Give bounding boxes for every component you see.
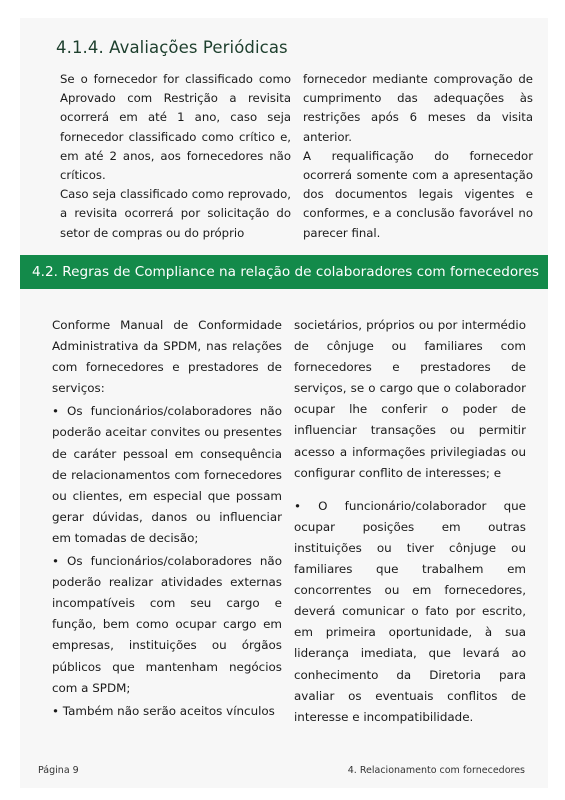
paragraph: societários, próprios ou por intermédio de cônjuge ou familiares com fornecedores e prestadores de serviços, se o cargo que o colaborador ocupar lhe conferir o poder de influenciar transações ou permitir acesso a informações privilegiadas ou configurar conflito de interesses; e	[294, 318, 526, 480]
paragraph: fornecedor mediante comprovação de cumprimento das adequações às restrições após 6 meses da visita anterior.	[303, 72, 533, 144]
bullet-item: • Os funcionários/colaboradores não poderão realizar atividades externas incompatíveis com seu cargo e função, bem como ocupar cargo em empresas, instituições ou órgãos públicos que mantenham negócios com a SPDM;	[52, 554, 282, 695]
paragraph: Caso seja classificado como reprovado, a revisita ocorrerá por solicitação do setor de compras ou do próprio	[60, 187, 291, 240]
paragraph: Conforme Manual de Conformidade Administrativa da SPDM, nas relações com fornecedores e prestadores de serviços:	[52, 318, 282, 396]
section-left-column	[52, 315, 282, 722]
bullet-item: • Os funcionários/colaboradores não poderão aceitar convites ou presentes de caráter pessoal em consequência de relacionamentos com fornecedores ou clientes, em especial que possam gerar dúvidas, danos ou influenciar em tomadas de decisão;	[52, 404, 282, 545]
bullet-item: • O funcionário/colaborador que ocupar posições em outras instituições ou tiver cônjuge ou familiares que trabalhem em concorrentes ou em fornecedores, deverá comunicar o fato por escrito, em primeira oportunidade, à sua liderança imediata, que levará ao conhecimento da Diretoria para avaliar os eventuais conflitos de interesse e incompatibilidade.	[294, 498, 526, 724]
subsection-title: 4.1.4. Avaliações Periódicas	[56, 38, 288, 57]
subsection-left-column	[60, 70, 291, 243]
chapter-name: 4. Relacionamento com fornecedores	[347, 765, 525, 776]
section-title-banner: 4.2. Regras de Compliance na relação de colaboradores com fornecedores	[20, 255, 548, 289]
bullet-item: • Também não serão aceitos vínculos	[52, 703, 275, 718]
page-number: Página 9	[38, 765, 79, 776]
section-right-column	[294, 315, 526, 728]
spacer	[294, 484, 526, 494]
paragraph: A requalificação do fornecedor ocorrerá somente com a apresentação dos documentos legais vigentes e conformes, e a conclusão favorável no parecer final.	[303, 148, 533, 240]
subsection-right-column	[303, 70, 533, 243]
paragraph: Se o fornecedor for classificado como Aprovado com Restrição a revisita ocorrerá em até 1 ano, caso seja fornecedor classificado como crítico e, em até 2 anos, aos fornecedores não críticos.	[60, 72, 291, 183]
